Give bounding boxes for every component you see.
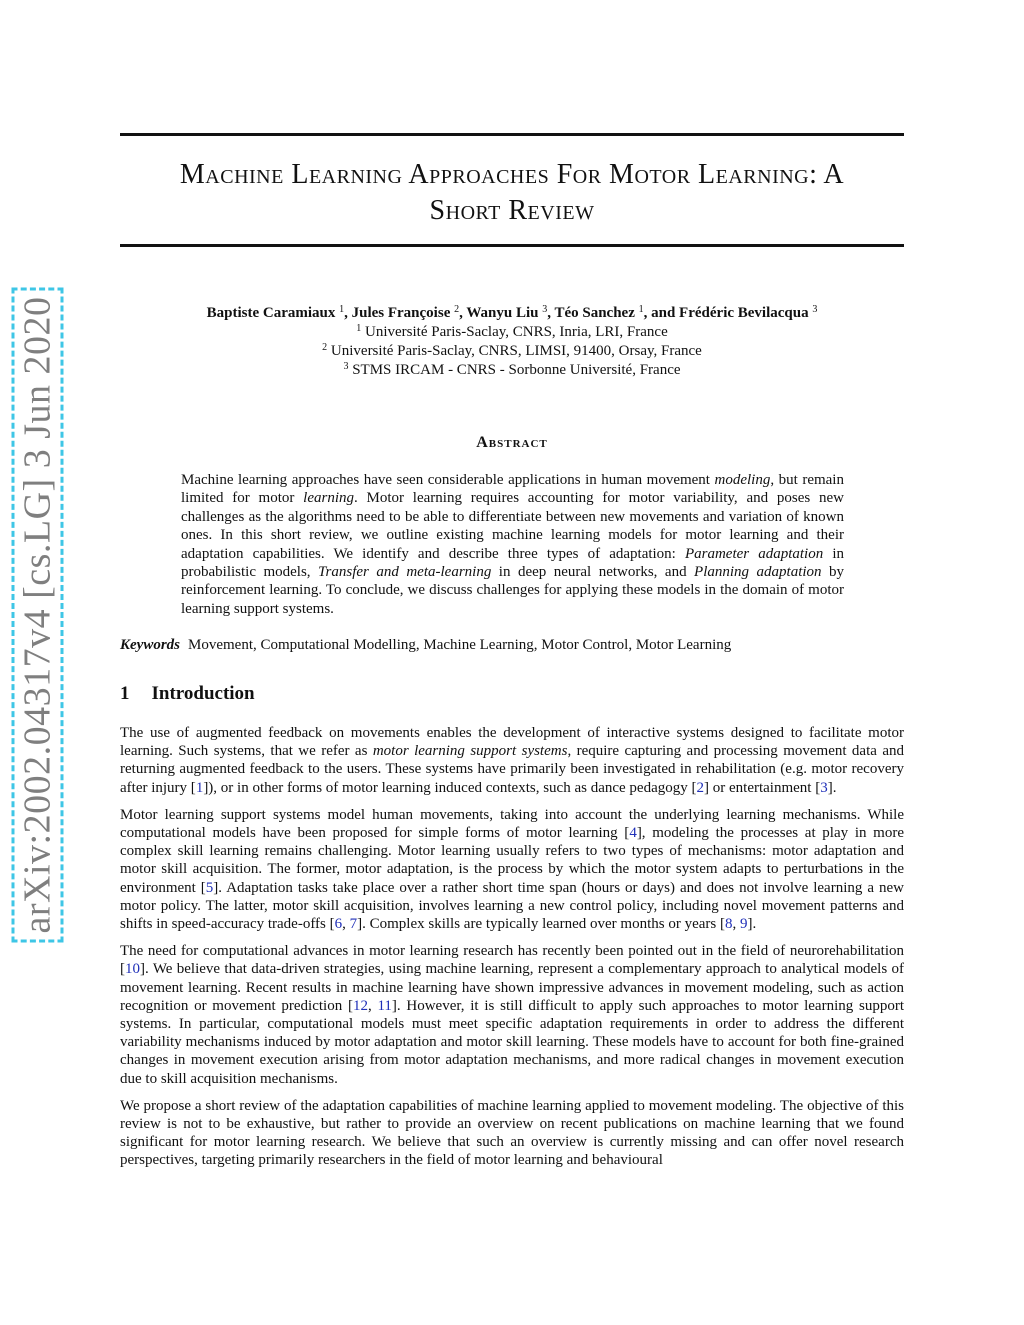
paragraph-3: The need for computational advances in motor learning research has recently been pointed out in the field of neurorehabilitation [10]. We believe that data-driven strategies, using machine learning, represent a complementary approach to analytical models of movement learning. Recent results in machine learning have shown impressive advances in movement modeling, such as action recognition or movement prediction [12, 11]. However, it is still difficult to apply such approaches to motor learning support systems. In particular, computational models must meet specific adaptation requirements in order to address the different variability mechanisms induced by motor adaptation and motor skill learning. These models have to account for both fine-grained changes in movement execution arising from motor adaptation mechanisms, and more radical changes in movement execution due to skill acquisition mechanisms. [120, 943, 904, 1087]
citation-link[interactable]: 8 [724, 916, 733, 933]
keywords-label: Keywords [120, 637, 180, 653]
author-list [120, 304, 904, 323]
citation-link[interactable]: 5 [205, 879, 214, 896]
citation-link[interactable]: 2 [696, 779, 704, 796]
author-name: , Jules Françoise [344, 305, 451, 321]
paper-title-line-1: Machine Learning Approaches For Motor Learning: A [179, 159, 845, 190]
author-name: , and Frédéric Bevilacqua [643, 305, 809, 321]
keywords-line [120, 637, 731, 654]
author-block [120, 304, 904, 380]
citation-link[interactable]: 1 [195, 779, 204, 796]
section-number: 1 [120, 683, 130, 704]
paragraph-1: The use of augmented feedback on movements enables the development of interactive systems designed to facilitate motor learning. Such systems, that we refer as motor learning support systems, require capturing and processing movement data and returning augmented feedback to the users. These systems have primarily been investigated in rehabilitation (e.g. motor recovery after injury [1]), or in other forms of motor learning induced contexts, such as dance pedagogy [2] or entertainment [3]. [120, 725, 904, 796]
keywords-text: Movement, Computational Modelling, Machine Learning, Motor Control, Motor Learning [188, 637, 732, 653]
citation-link[interactable]: 6 [334, 916, 343, 933]
title-top-rule [120, 133, 904, 136]
citation-link[interactable]: 12 [352, 997, 368, 1014]
section-title: Introduction [151, 683, 255, 704]
affiliation-1: $^1$ Université Paris-Saclay, CNRS, Inria, LRI, France [356, 323, 668, 340]
citation-link[interactable]: 3 [820, 779, 828, 796]
paper-title [120, 157, 904, 229]
citation-link[interactable]: 4 [629, 825, 637, 842]
citation-link[interactable]: 10 [125, 961, 140, 978]
paragraph-2: Motor learning support systems model human movements, taking into account the underlying learning mechanisms. While computational models have been proposed for simple forms of motor learning [4], modeling the processes at play in more complex skill learning remains challenging. Motor learning usually refers to two types of mechanisms: motor adaptation and motor skill acquisition. The former, motor adaptation, is the process by which the motor system adapts to perturbations in the environment [5]. Adaptation tasks take place over a rather short time span (hours or days) and does not involve learning a new motor policy. The latter, motor skill acquisition, involves learning a new control policy, including novel movement patterns and shifts in speed-accuracy trade-offs [6, 7]. Complex skills are typically learned over months or years [8, 9]. [120, 806, 904, 933]
author-affiliation-mark: 2 [454, 304, 460, 315]
introduction-body [120, 724, 904, 1179]
arxiv-stamp-text: arXiv:2002.04317v4 [cs.LG] 3 Jun 2020 [11, 288, 63, 943]
author-name: , Wanyu Liu [459, 305, 539, 321]
affiliation-2: $^2$ Université Paris-Saclay, CNRS, LIMSI, 91400, Orsay, France [322, 342, 702, 359]
paper-title-line-2: Short Review [429, 195, 595, 226]
paragraph-4: We propose a short review of the adaptation capabilities of machine learning applied to movement modeling. The objective of this review is not to be exhaustive, but rather to provide an overview on recent publications on machine learning that we found significant for motor learning research. We believe that such an overview is currently missing and can offer novel research perspectives, targeting primarily researchers in the field of motor learning and behavioural [120, 1097, 904, 1169]
arxiv-stamp [12, 296, 62, 934]
author-name: , Téo Sanchez [547, 305, 635, 321]
author-affiliation-mark: 1 [638, 304, 644, 315]
author-affiliation-mark: 3 [812, 304, 818, 315]
citation-link[interactable]: 7 [349, 916, 358, 933]
citation-link[interactable]: 9 [739, 916, 748, 933]
affiliation-3: $^3$ STMS IRCAM - CNRS - Sorbonne Université, France [343, 361, 681, 378]
abstract-text: Machine learning approaches have seen considerable applications in human movement modeling, but remain limited for motor learning. Motor learning requires accounting for motor variability, and poses new challenges as the algorithms need to be able to differentiate between new movements and variation of known ones. In this short review, we outline existing machine learning models for motor learning and their adaptation capabilities. We identify and describe three types of adaptation: Parameter adaptation in probabilistic models, Transfer and meta-learning in deep neural networks, and Planning adaptation by reinforcement learning. To conclude, we discuss challenges for applying these models in the domain of motor learning support systems. [181, 472, 845, 617]
author-affiliation-mark: 1 [339, 304, 345, 315]
citation-link[interactable]: 11 [377, 997, 392, 1014]
author-affiliation-mark: 3 [542, 304, 548, 315]
section-heading-introduction [120, 683, 255, 705]
abstract-heading: Abstract [476, 434, 548, 451]
author-name: Baptiste Caramiaux [206, 305, 336, 321]
title-bottom-rule [120, 244, 904, 247]
